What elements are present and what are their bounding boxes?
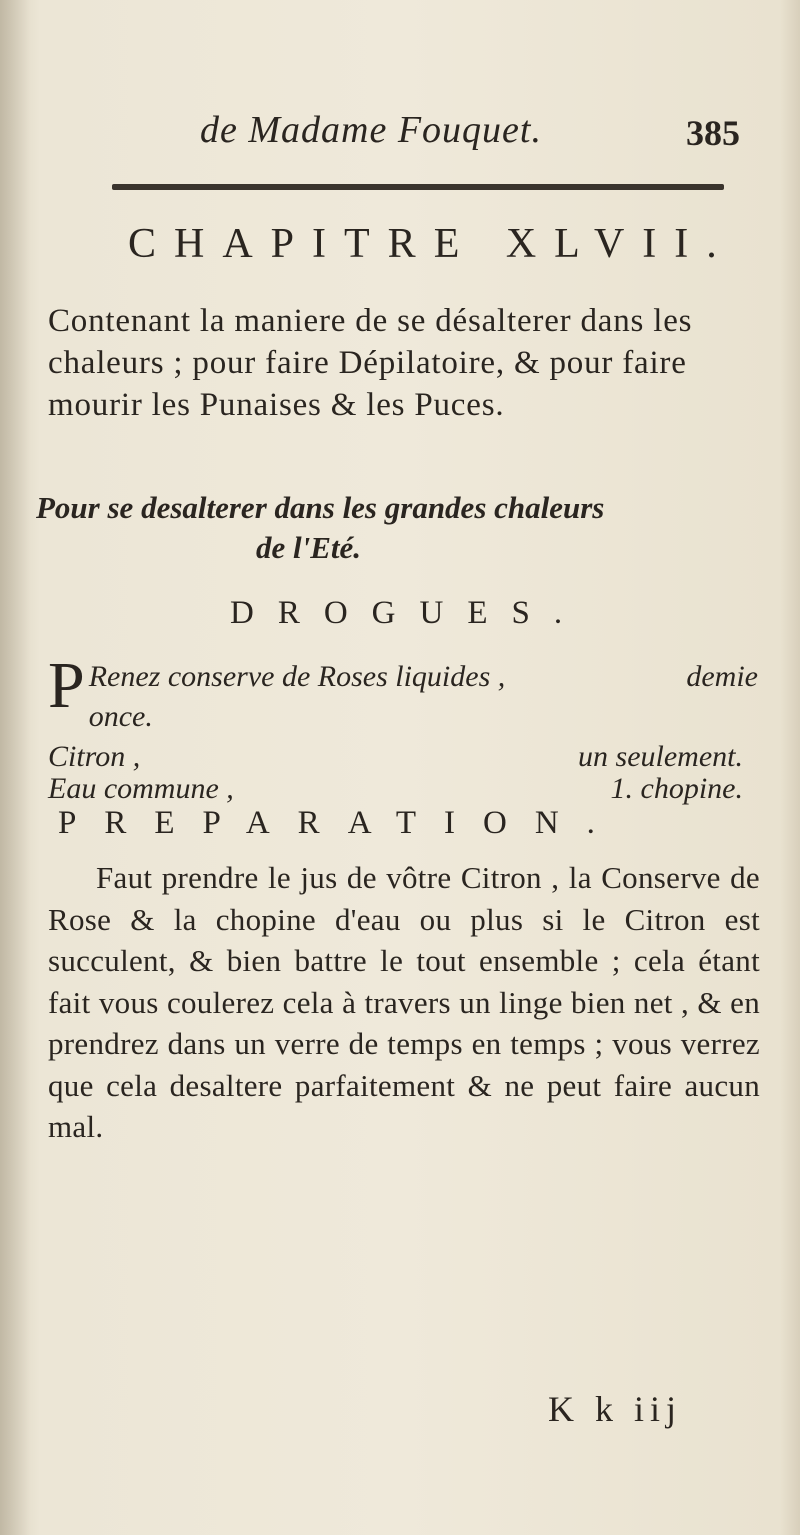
ingredient-conserve-continuation: once. xyxy=(88,700,153,733)
preparation-heading: PREPARATION. xyxy=(58,805,623,841)
page-gutter-shadow xyxy=(0,0,30,1535)
recipe-title-line1: Pour se desalterer dans les grandes chaleurs xyxy=(36,490,605,525)
ingredient-conserve-name: Renez conserve de Roses liquides , xyxy=(88,660,506,693)
drogues-heading: DROGUES. xyxy=(230,595,587,631)
chapter-heading: CHAPITRE XLVII. xyxy=(128,221,735,267)
ingredient-eau xyxy=(48,772,743,806)
page-number: 385 xyxy=(686,113,740,153)
preparation-text: Faut prendre le jus de vôtre Citron , la Conserve de Rose & la chopine d'eau ou plus si le Citron est succulent, & bien battre le tout ensemble ; cela étant fait vous coulerez cela à travers un linge bien net , & en prendrez dans un verre de temps en temps ; vous verrez que cela desaltere parfaitement & ne peut faire aucun mal. xyxy=(48,860,760,1144)
recipe-title-line2: de l'Eté. xyxy=(256,530,362,565)
ingredient-conserve-qty: demie xyxy=(686,660,758,693)
running-title: de Madame Fouquet. xyxy=(200,109,542,151)
chapter-summary: Contenant la maniere de se désalterer dans les chaleurs ; pour faire Dépilatoire, & pour faire mourir les Punaises & les Puces. xyxy=(48,303,693,423)
ingredient-citron-name: Citron , xyxy=(48,740,141,773)
ingredient-eau-qty: 1. chopine. xyxy=(610,772,743,805)
ingredient-citron-qty: un seulement. xyxy=(578,740,743,773)
ingredient-eau-name: Eau commune , xyxy=(48,772,234,805)
header-rule xyxy=(112,184,724,190)
recipe-title xyxy=(36,488,756,568)
ingredient-conserve xyxy=(48,649,768,737)
page-header xyxy=(140,108,740,158)
drop-cap: P xyxy=(48,649,85,722)
signature-mark: K k iij xyxy=(548,1389,683,1429)
ingredient-citron xyxy=(48,740,743,774)
